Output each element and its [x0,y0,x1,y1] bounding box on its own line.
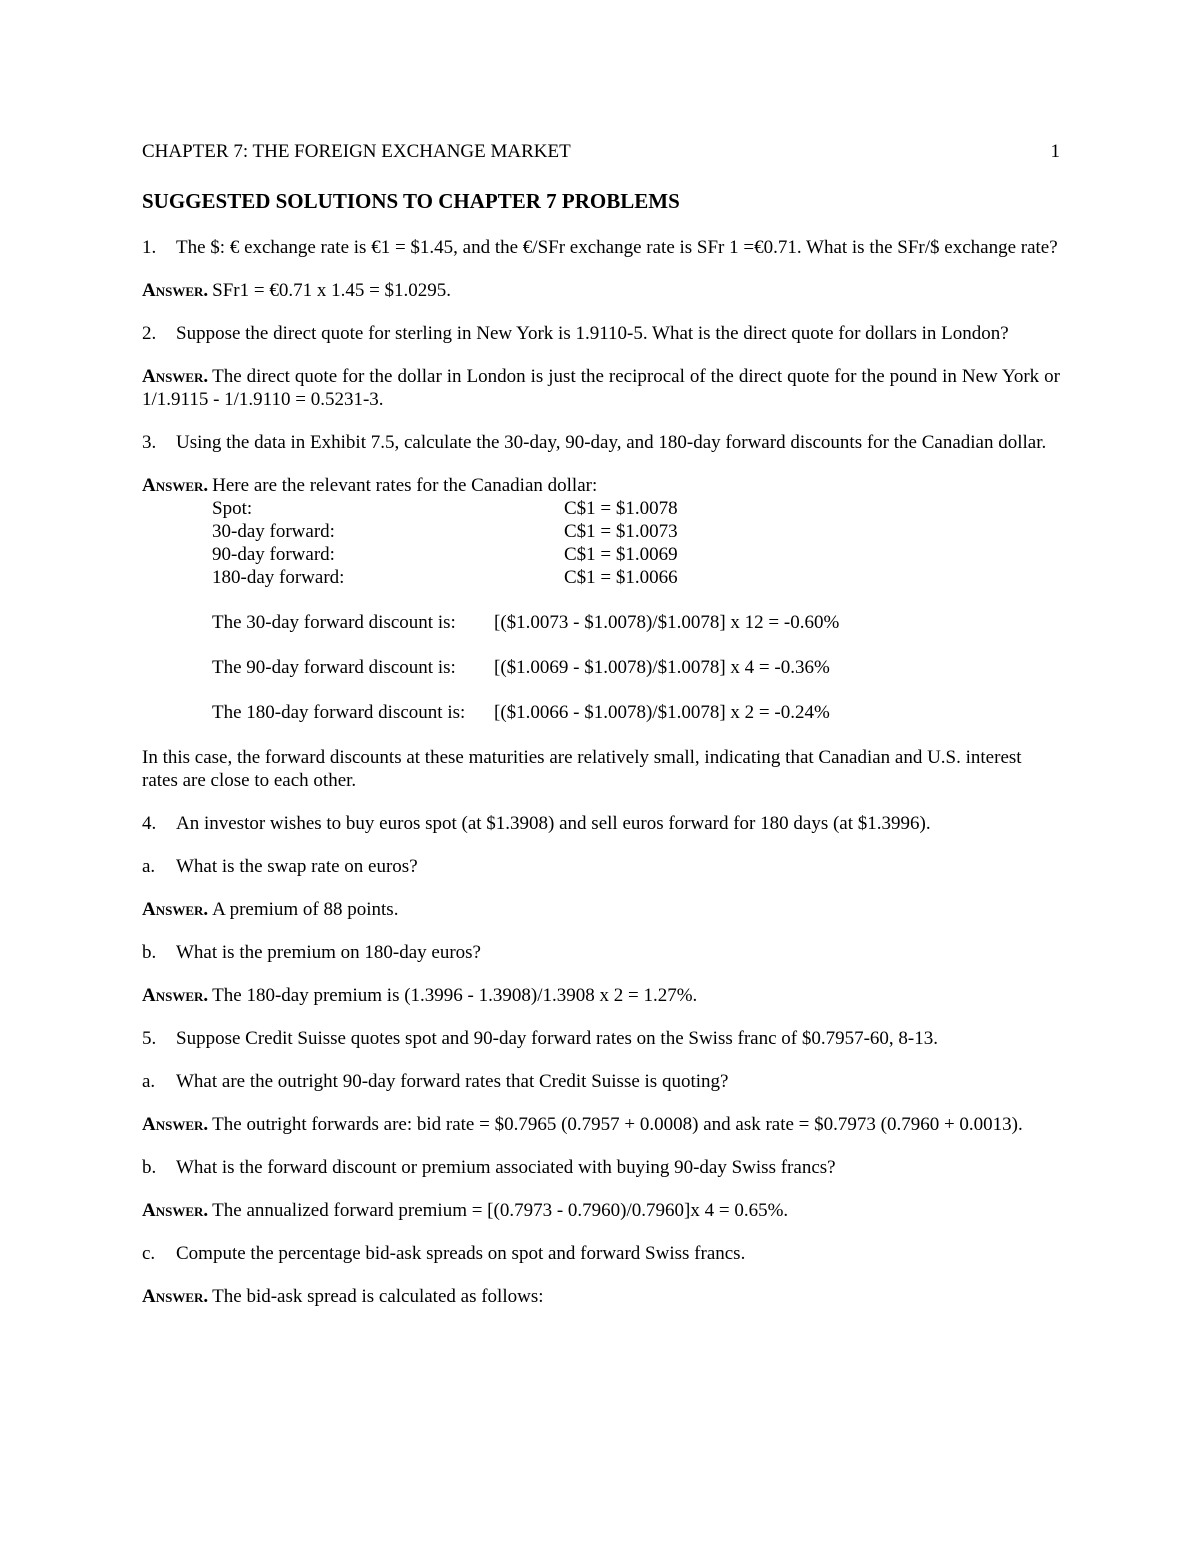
subquestion-letter: a. [142,1071,156,1092]
answer-1 [142,279,1060,302]
discount-label: The 90-day forward discount is: [212,657,456,678]
discount-value: [($1.0066 - $1.0078)/$1.0078] x 2 = -0.24% [494,702,830,723]
page-number: 1 [1050,141,1060,162]
question-4 [142,812,1060,835]
rate-value: C$1 = $1.0066 [564,567,678,588]
subquestion-text: What is the premium on 180-day euros? [176,942,481,963]
question-1 [142,236,1060,259]
answer-5b [142,1199,1060,1222]
answer-label: Answer. [142,985,209,1006]
answer-text: SFr1 = €0.71 x 1.45 = $1.0295. [212,280,452,301]
answer-label: Answer. [142,1114,209,1135]
answer-label: Answer. [142,1286,209,1307]
answer-text: The 180-day premium is (1.3996 - 1.3908)/1.3908 x 2 = 1.27%. [212,985,698,1006]
conclusion-paragraph: In this case, the forward discounts at these maturities are relatively small, indicating that Canadian and U.S. interest rates are close to each other. [142,747,1022,791]
answer-text: The annualized forward premium = [(0.7973 - 0.7960)/0.7960]x 4 = 0.65%. [212,1200,789,1221]
rate-row [212,543,1060,566]
answer-label: Answer. [142,475,209,496]
discount-label: The 180-day forward discount is: [212,702,466,723]
rate-value: C$1 = $1.0078 [564,498,678,519]
subquestion-letter: c. [142,1243,156,1264]
answer-label: Answer. [142,1200,209,1221]
question-number: 4. [142,813,157,834]
section-title: SUGGESTED SOLUTIONS TO CHAPTER 7 PROBLEMS [142,189,680,213]
question-number: 1. [142,237,157,258]
rate-label: 180-day forward: [212,567,345,588]
answer-label: Answer. [142,280,209,301]
rate-value: C$1 = $1.0069 [564,544,678,565]
rate-label: 30-day forward: [212,521,335,542]
answer-label: Answer. [142,899,209,920]
question-4b [142,941,1060,964]
answer-5c [142,1285,1060,1308]
answer-text: The bid-ask spread is calculated as follows: [212,1286,544,1307]
answer-text: The direct quote for the dollar in London is just the reciprocal of the direct quote for the pound in New York or 1/1.9115 - 1/1.9110 = 0.5231-3. [142,366,1060,410]
question-5 [142,1027,1060,1050]
subquestion-letter: b. [142,1157,157,1178]
discount-calculations [212,611,1060,724]
question-5a [142,1070,1060,1093]
question-3 [142,431,1060,454]
discount-label: The 30-day forward discount is: [212,612,456,633]
discount-row [212,701,1060,724]
question-number: 2. [142,323,157,344]
discount-row [212,611,1060,634]
rate-row [212,520,1060,543]
question-text: Suppose the direct quote for sterling in New York is 1.9110-5. What is the direct quote for dollars in London? [176,323,1009,344]
running-header [142,140,1060,166]
answer-text: A premium of 88 points. [212,899,399,920]
answer-4a [142,898,1060,921]
discount-value: [($1.0073 - $1.0078)/$1.0078] x 12 = -0.60% [494,612,840,633]
subquestion-text: What is the forward discount or premium associated with buying 90-day Swiss francs? [176,1157,836,1178]
rate-label: 90-day forward: [212,544,335,565]
subquestion-text: Compute the percentage bid-ask spreads on spot and forward Swiss francs. [176,1243,746,1264]
subquestion-letter: b. [142,942,157,963]
question-text: Suppose Credit Suisse quotes spot and 90-day forward rates on the Swiss franc of $0.7957-60, 8-13. [176,1028,938,1049]
rate-value: C$1 = $1.0073 [564,521,678,542]
answer-2 [142,365,1060,411]
question-2 [142,322,1060,345]
rate-label: Spot: [212,498,253,519]
question-text: An investor wishes to buy euros spot (at $1.3908) and sell euros forward for 180 days (at $1.3996). [176,813,931,834]
discount-row [212,656,1060,679]
question-text: Using the data in Exhibit 7.5, calculate the 30-day, 90-day, and 180-day forward discounts for the Canadian dollar. [176,432,1047,453]
question-5c [142,1242,1060,1265]
question-5b [142,1156,1060,1179]
answer-text: The outright forwards are: bid rate = $0.7965 (0.7957 + 0.0008) and ask rate = $0.7973 (0.7960 + 0.0013). [212,1114,1023,1135]
discount-value: [($1.0069 - $1.0078)/$1.0078] x 4 = -0.36% [494,657,830,678]
answer-5a [142,1113,1060,1136]
subquestion-text: What is the swap rate on euros? [176,856,418,877]
subquestion-text: What are the outright 90-day forward rates that Credit Suisse is quoting? [176,1071,729,1092]
answer-text: Here are the relevant rates for the Canadian dollar: [212,475,598,496]
subquestion-letter: a. [142,856,156,877]
chapter-title: CHAPTER 7: THE FOREIGN EXCHANGE MARKET [142,141,571,162]
question-text: The $: € exchange rate is €1 = $1.45, and the €/SFr exchange rate is SFr 1 =€0.71. What is the SFr/$ exchange rate? [176,237,1058,258]
answer-label: Answer. [142,366,209,387]
question-number: 5. [142,1028,157,1049]
rate-row [212,497,1060,520]
question-number: 3. [142,432,157,453]
answer-4b [142,984,1060,1007]
answer-3 [142,474,1060,497]
rate-row [212,566,1060,589]
document-page [142,140,1060,1308]
rates-table [212,497,1060,589]
question-4a [142,855,1060,878]
